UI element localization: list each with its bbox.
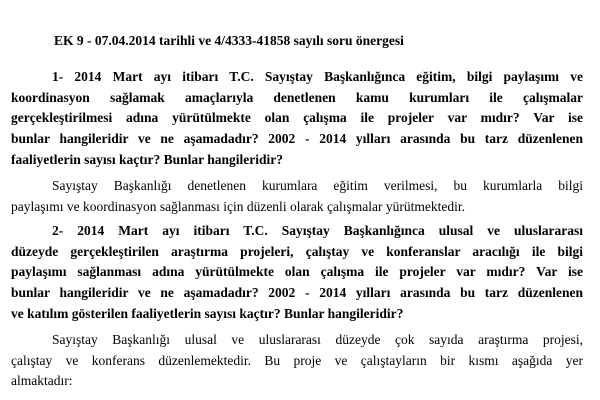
question-1-line: faaliyetlerin sayısı kaçtır? Bunlar hangileridir? xyxy=(11,151,283,167)
answer-1 xyxy=(11,176,583,217)
question-1-line: bunlar hangileridir ve ne aşamadadır? 2002 - 2014 yılları arasında bu tarz düzenlenen xyxy=(11,131,583,147)
document-heading: EK 9 - 07.04.2014 tarihli ve 4/4333-41858 sayılı soru önergesi xyxy=(54,33,404,48)
question-1-line: 1- 2014 Mart ayı itibarı T.C. Sayıştay Başkanlığınca eğitim, bilgi paylaşımı ve xyxy=(52,69,583,84)
question-2-line: düzeyde gerçekleştirilen araştırma projeleri, çalıştay ve konferanslar aracılığı ile bilgi xyxy=(11,243,583,259)
question-1 xyxy=(11,67,583,171)
question-2-line: bunlar hangileridir ve ne aşamadadır? 2002 - 2014 yılları arasında bu tarz düzenlenen xyxy=(11,285,583,301)
answer-2-line: çalıştay ve konferans düzenlemektedir. Bu proje ve çalıştayların bir kısmı aşağıda yer xyxy=(11,352,583,368)
question-2-line: ve katılım gösterilen faaliyetlerin sayısı kaçtır? Bunlar hangileridir? xyxy=(11,305,404,321)
answer-1-line: Sayıştay Başkanlığı denetlenen kurumlara eğitim verilmesi, bu kurumlarla bilgi xyxy=(52,178,583,193)
answer-2 xyxy=(11,330,583,392)
question-2-line: paylaşımı sağlanması adına yürütülmekte olan çalışma ile projeler var mıdır? Var ise xyxy=(11,264,583,280)
question-1-line: gerçekleştirilmesi adına yürütülmekte olan çalışma ile projeler var mıdır? Var ise xyxy=(11,110,583,126)
question-2 xyxy=(11,221,583,325)
answer-1-line: paylaşımı ve koordinasyon sağlanması için düzenli olarak çalışmalar yürütmektedir. xyxy=(11,198,465,214)
question-1-line: koordinasyon sağlamak amaçlarıyla denetlenen kamu kurumları ile çalışmalar xyxy=(11,89,583,105)
answer-2-line: Sayıştay Başkanlığı ulusal ve uluslararası düzeyde çok sayıda araştırma projesi, xyxy=(52,332,583,347)
answer-2-line: almaktadır: xyxy=(11,373,73,389)
question-2-line: 2- 2014 Mart ayı itibarı T.C. Sayıştay Başkanlığınca ulusal ve uluslararası xyxy=(52,223,583,238)
